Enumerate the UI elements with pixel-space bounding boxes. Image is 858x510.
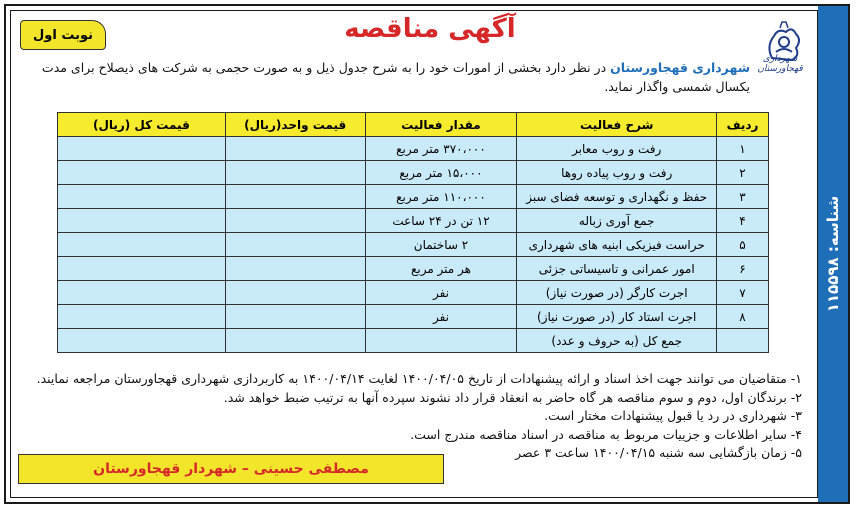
row-quantity: ۱۱۰،۰۰۰ متر مربع [365, 185, 517, 209]
row-number: ۷ [717, 281, 769, 305]
signatory: مصطفی حسینی – شهردار قهجاورستان [93, 461, 369, 477]
header-quantity: مقدار فعالیت [365, 113, 517, 137]
header-description: شرح فعالیت [517, 113, 717, 137]
row-unit-price [225, 185, 365, 209]
condition-item: ۳- شهرداری در رد یا قبول پیشنهادات مختار است. [544, 408, 802, 423]
table-row [58, 161, 769, 185]
row-total-price [58, 233, 226, 257]
intro-line-1: در نظر دارد بخشی از امورات خود را به شرح جدول ذیل و به صورت حجمی به شرکت های ذیصلاح برای مدت [41, 60, 611, 75]
conditions-list [20, 370, 802, 463]
row-description: امور عمرانی و تاسیساتی جزئی [517, 257, 717, 281]
row-quantity: ۱۲ تن در ۲۴ ساعت [365, 209, 517, 233]
header-unit-price: قیمت واحد(ریال) [225, 113, 365, 137]
table-row [58, 257, 769, 281]
row-description: اجرت کارگر (در صورت نیاز) [517, 281, 717, 305]
row-unit-price [225, 209, 365, 233]
row-unit-price [225, 233, 365, 257]
header-total-price: قیمت کل (ریال) [58, 113, 226, 137]
activities-table [57, 112, 769, 353]
header-row-number: ردیف [717, 113, 769, 137]
row-quantity: ۲ ساختمان [365, 233, 517, 257]
row-quantity: هر متر مربع [365, 257, 517, 281]
row-total-price [58, 161, 226, 185]
condition-item: ۵- زمان بازگشایی سه شنبه ۱۴۰۰/۰۴/۱۵ ساعت ۳ عصر [515, 445, 802, 460]
row-quantity: نفر [365, 305, 517, 329]
total-price [58, 329, 226, 353]
row-description: رفت و روب معابر [517, 137, 717, 161]
table-header-row [58, 113, 769, 137]
row-number: ۲ [717, 161, 769, 185]
row-number: ۶ [717, 257, 769, 281]
row-total-price [58, 305, 226, 329]
table-row [58, 305, 769, 329]
row-number: ۵ [717, 233, 769, 257]
intro-line-2: یکسال شمسی واگذار نماید. [604, 79, 750, 94]
publication-badge: نوبت اول [20, 20, 106, 50]
condition-item: ۱- متقاضیان می توانند جهت اخذ اسناد و ارائه پیشنهادات از تاریخ ۱۴۰۰/۰۴/۰۵ لغایت ۱۴۰۰/۰۴/۱۴ به کاربردازی شهرداری قهجاورستان مراجعه نمایند. [36, 371, 802, 386]
row-description: حراست فیزیکی ابنیه های شهرداری [517, 233, 717, 257]
row-quantity: نفر [365, 281, 517, 305]
row-description: رفت و روب پیاده روها [517, 161, 717, 185]
total-quantity [365, 329, 517, 353]
table-row [58, 185, 769, 209]
row-unit-price [225, 281, 365, 305]
row-description: حفظ و نگهداری و توسعه فضای سبز [517, 185, 717, 209]
row-unit-price [225, 257, 365, 281]
table-total-row [58, 329, 769, 353]
row-quantity: ۱۵،۰۰۰ متر مربع [365, 161, 517, 185]
row-number: ۴ [717, 209, 769, 233]
total-label: جمع کل (به حروف و عدد) [517, 329, 717, 353]
organization-name: شهرداری قهجاورستان [610, 60, 750, 75]
row-unit-price [225, 137, 365, 161]
total-row-number [717, 329, 769, 353]
table-row [58, 233, 769, 257]
row-total-price [58, 185, 226, 209]
table-row [58, 209, 769, 233]
condition-item: ۴- سایر اطلاعات و جزییات مربوط به مناقصه در اسناد مناقصه مندرج است. [410, 426, 802, 442]
logo-caption: شهرداری قهجاورستان [757, 54, 803, 74]
total-unit-price [225, 329, 365, 353]
table-row [58, 137, 769, 161]
row-total-price [58, 137, 226, 161]
side-id-label: شناسه: ۱۱۵۵۹۸ [824, 195, 842, 313]
row-unit-price [225, 305, 365, 329]
table-row [58, 281, 769, 305]
page-title: آگهی مناقصه [344, 14, 516, 44]
signature-box [18, 454, 444, 484]
row-total-price [58, 209, 226, 233]
row-number: ۸ [717, 305, 769, 329]
row-unit-price [225, 161, 365, 185]
row-number: ۱ [717, 137, 769, 161]
row-quantity: ۳۷۰،۰۰۰ متر مربع [365, 137, 517, 161]
row-total-price [58, 257, 226, 281]
row-total-price [58, 281, 226, 305]
condition-item: ۲- برندگان اول، دوم و سوم مناقصه هر گاه حاضر به انعقاد قرار داد نشوند سپرده آنها به ترتیب ضبط خواهد شد. [223, 389, 802, 405]
row-description: جمع آوری زباله [517, 209, 717, 233]
side-id-strip [818, 6, 848, 502]
intro-paragraph [30, 58, 750, 96]
row-number: ۳ [717, 185, 769, 209]
row-description: اجرت استاد کار (در صورت نیاز) [517, 305, 717, 329]
